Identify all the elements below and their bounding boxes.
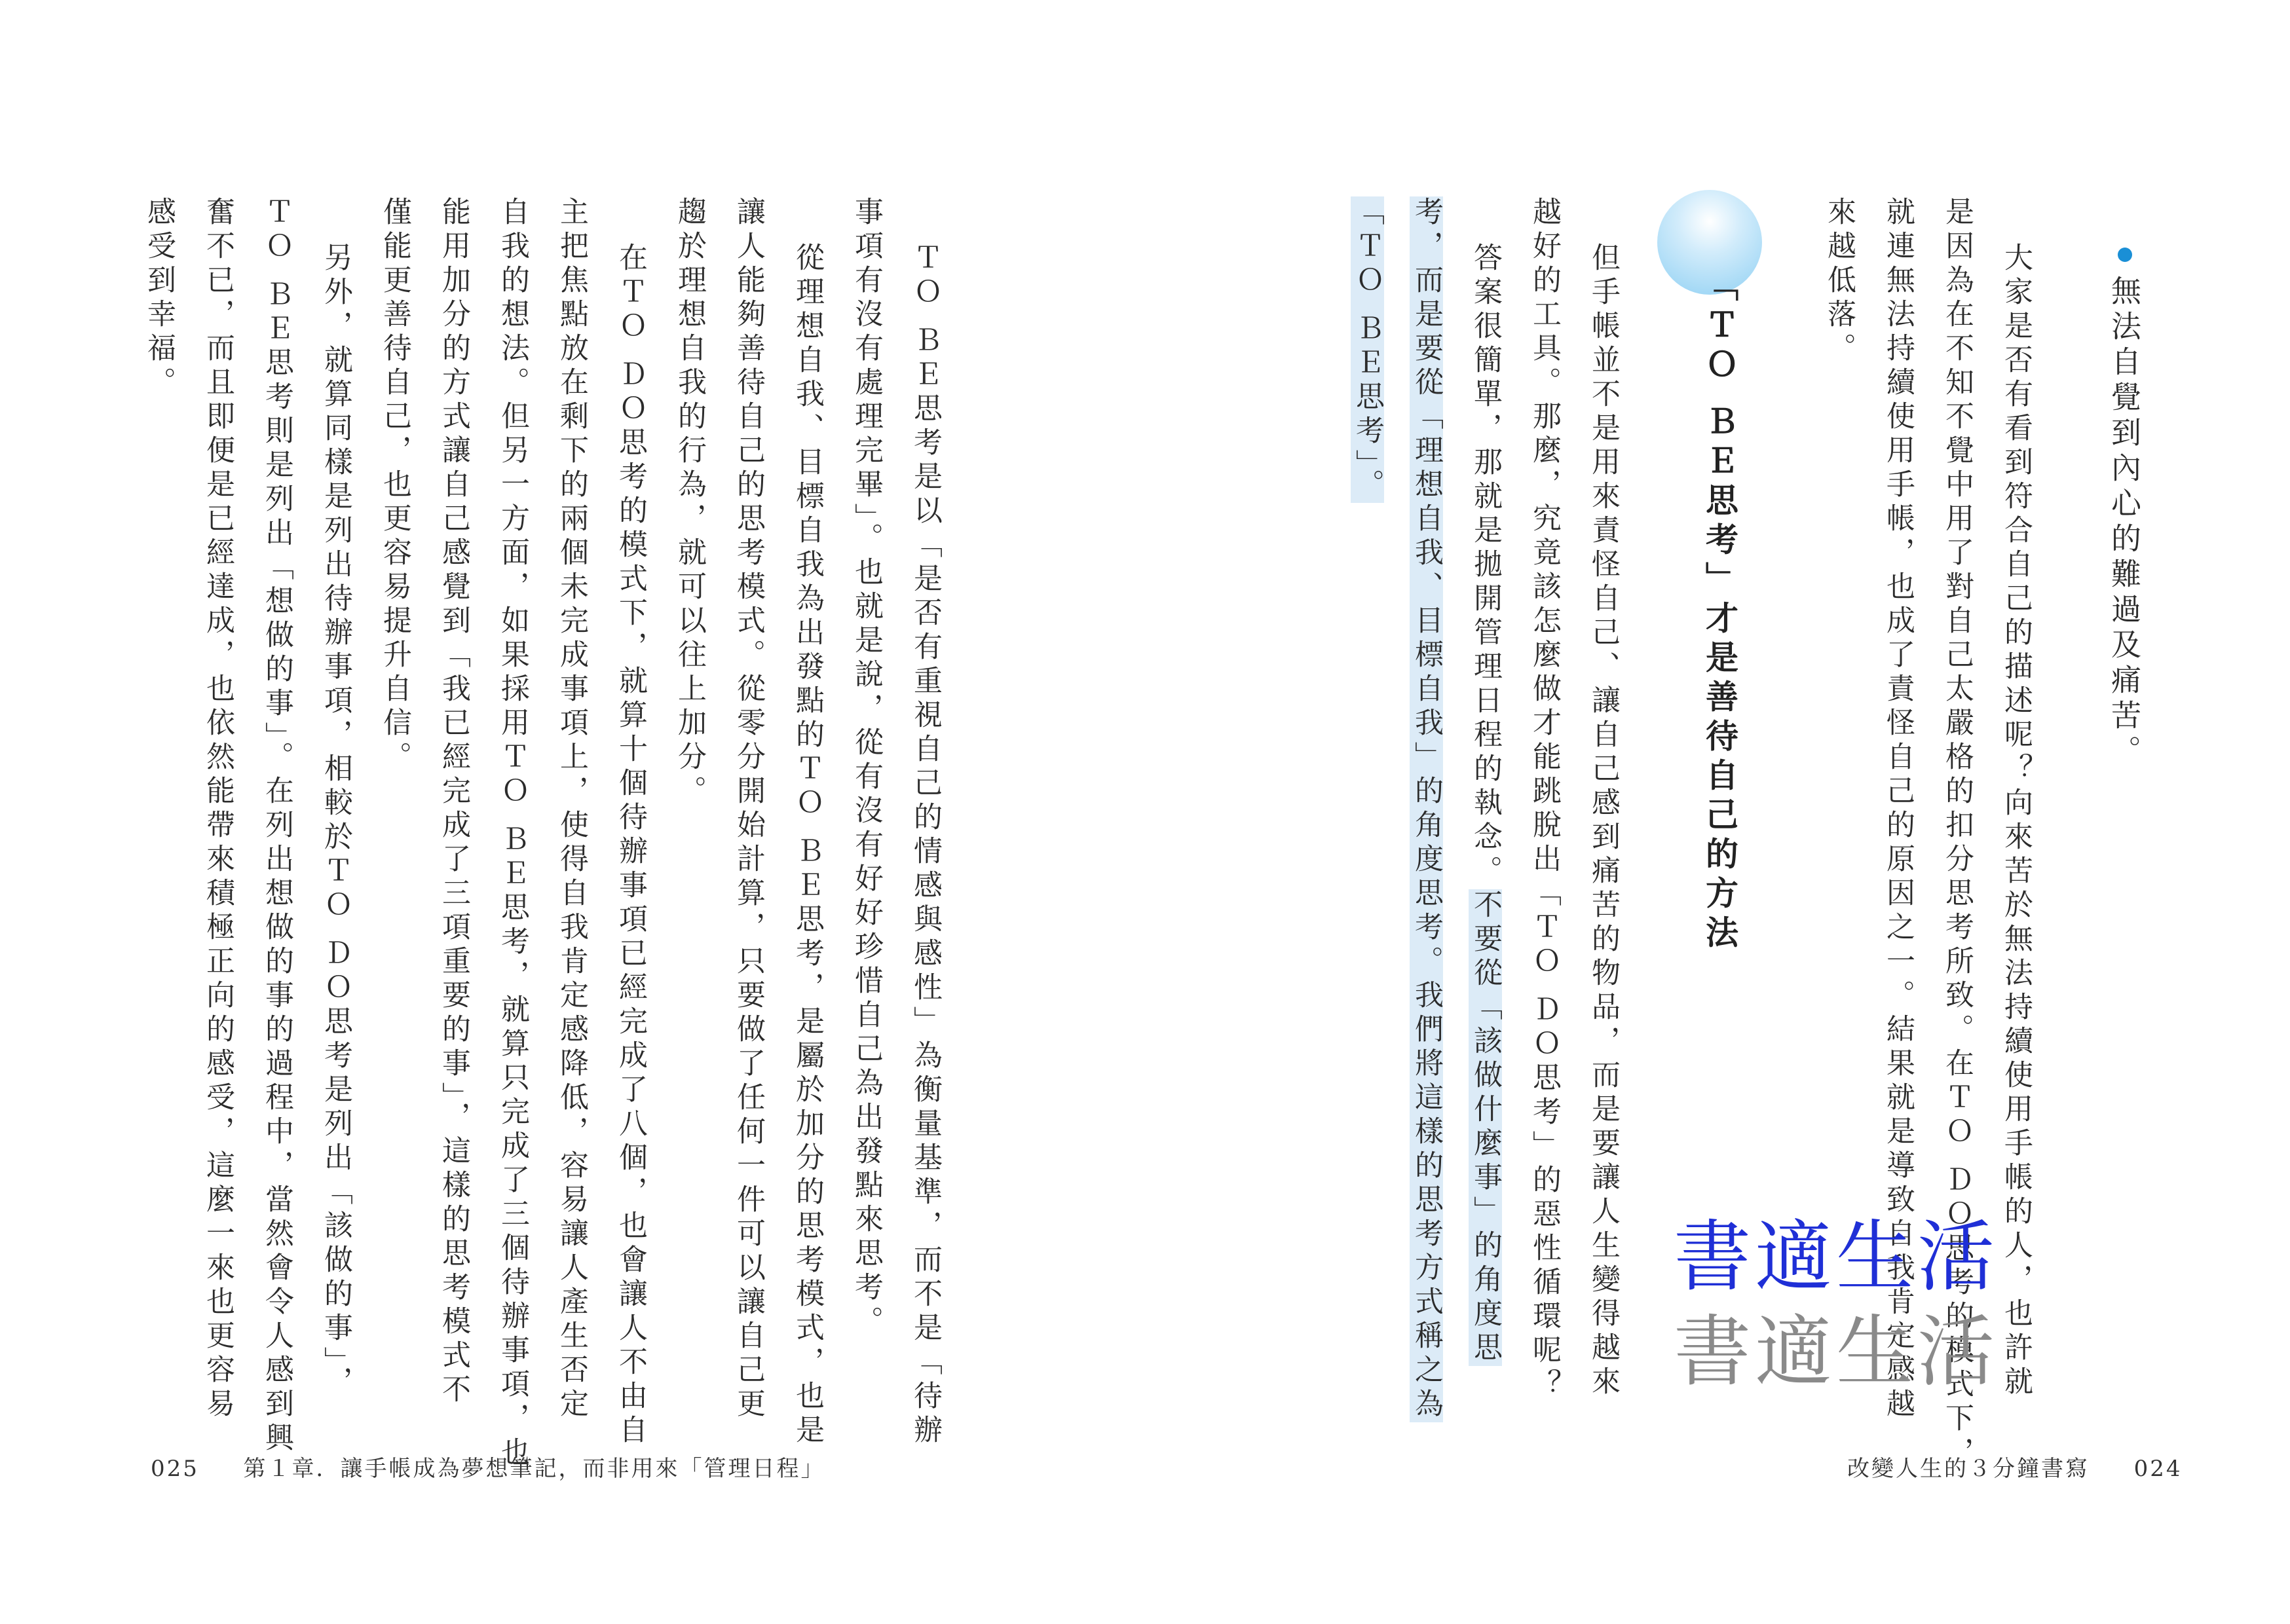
para3-highlight-line2: 考，而是要從「理想自我、目標自我」的角度思考。我們將這樣的思考方式稱之為 [1410,196,1443,1422]
para3-line3 [1351,196,1384,503]
right-footer [1847,1450,2183,1483]
left-line-1: ＴＯ ＢＥ思考是以「是否有重視自己的情感與感性」為衡量基準，而不是「待辦 [909,242,942,1449]
left-line-4: 讓人能夠善待自己的思考模式。從零分開始計算，只要做了任何一件可以讓自己更 [732,196,765,1422]
para1-line4: 來越低落。 [1822,196,1856,367]
para3-line1 [1469,242,1502,1366]
para1-line3: 就連無法持續使用手帳，也成了責怪自己的原因之一。結果就是導致自我肯定感越 [1881,196,1915,1422]
left-line-6: 在ＴＯ ＤＯ思考的模式下，就算十個待辦事項已經完成了八個，也會讓人不由自 [614,242,647,1449]
para3-highlight-line3: 「ＴＯ ＢＥ思考」。 [1351,196,1384,503]
para1-line1: 大家是否有看到符合自己的描述呢？向來苦於無法持續使用手帳的人，也許就 [1999,242,2033,1400]
bullet-title: 無法自覺到內心的難過及痛苦。 [2107,275,2142,770]
left-line-14: 感受到幸福。 [142,196,176,401]
bullet-dot-icon [2118,248,2132,262]
para2-line1: 但手帳並不是用來責怪自己、讓自己感到痛苦的物品，而是要讓人生變得越來 [1586,242,1620,1400]
section-heading: 「ＴＯ ＢＥ思考」才是善待自己的方法 [1700,268,1738,955]
left-line-13: 奮不已，而且即便是已經達成，也依然能帶來積極正向的感受，這麼一來也更容易 [201,196,235,1422]
watermark-gray: 書適生活 [1674,1306,1999,1397]
left-line-11: 另外，就算同樣是列出待辦事項，相較於ＴＯ ＤＯ思考是列出「該做的事」， [319,242,352,1400]
right-footer-title: 改變人生的３分鐘書寫 [1847,1456,2090,1482]
left-line-8: 自我的想法。但另一方面，如果採用ＴＯ ＢＥ思考，就算只完成了三個待辦事項，也 [496,196,529,1471]
left-line-7: 主把焦點放在剩下的兩個未完成事項上，使得自我肯定感降低，容易讓人產生否定 [555,196,588,1422]
watermark-blue: 書適生活 [1674,1211,1999,1302]
para1-line2: 是因為在不知不覺中用了對自己太嚴格的扣分思考所致。在ＴＯ ＤＯ思考的模式下， [1940,196,1974,1471]
para3-lead: 答案很簡單，那就是拋開管理日程的執念。 [1469,242,1502,889]
right-page-number: 024 [2133,1456,2183,1482]
left-line-3: 從理想自我、目標自我為出發點的ＴＯ ＢＥ思考，是屬於加分的思考模式，也是 [791,242,824,1449]
left-line-5: 趨於理想自我的行為，就可以往上加分。 [673,196,706,809]
left-footer [151,1450,825,1483]
para3-line2 [1410,196,1443,1422]
para3-highlight: 不要從「該做什麼事」的角度思 [1469,889,1502,1366]
left-line-9: 能用加分的方式讓自己感覺到「我已經完成了三項重要的事」，這樣的思考模式不 [437,196,470,1408]
left-line-10: 僅能更善待自己，也更容易提升自信。 [378,196,411,775]
left-line-2: 事項有沒有處理完畢」。也就是說，從有沒有好好珍惜自己為出發點來思考。 [850,196,883,1340]
para2-line2: 越好的工具。那麼，究竟該怎麼做才能跳脫出「ＴＯ ＤＯ思考」的惡性循環呢？ [1528,196,1561,1403]
left-line-12: ＴＯ ＢＥ思考則是列出「想做的事」。在列出想做的事的過程中，當然會令人感到興 [260,196,293,1456]
left-footer-title: 第１章．讓手帳成為夢想筆記，而非用來「管理日程」 [243,1456,825,1482]
left-page-number: 025 [151,1456,199,1482]
